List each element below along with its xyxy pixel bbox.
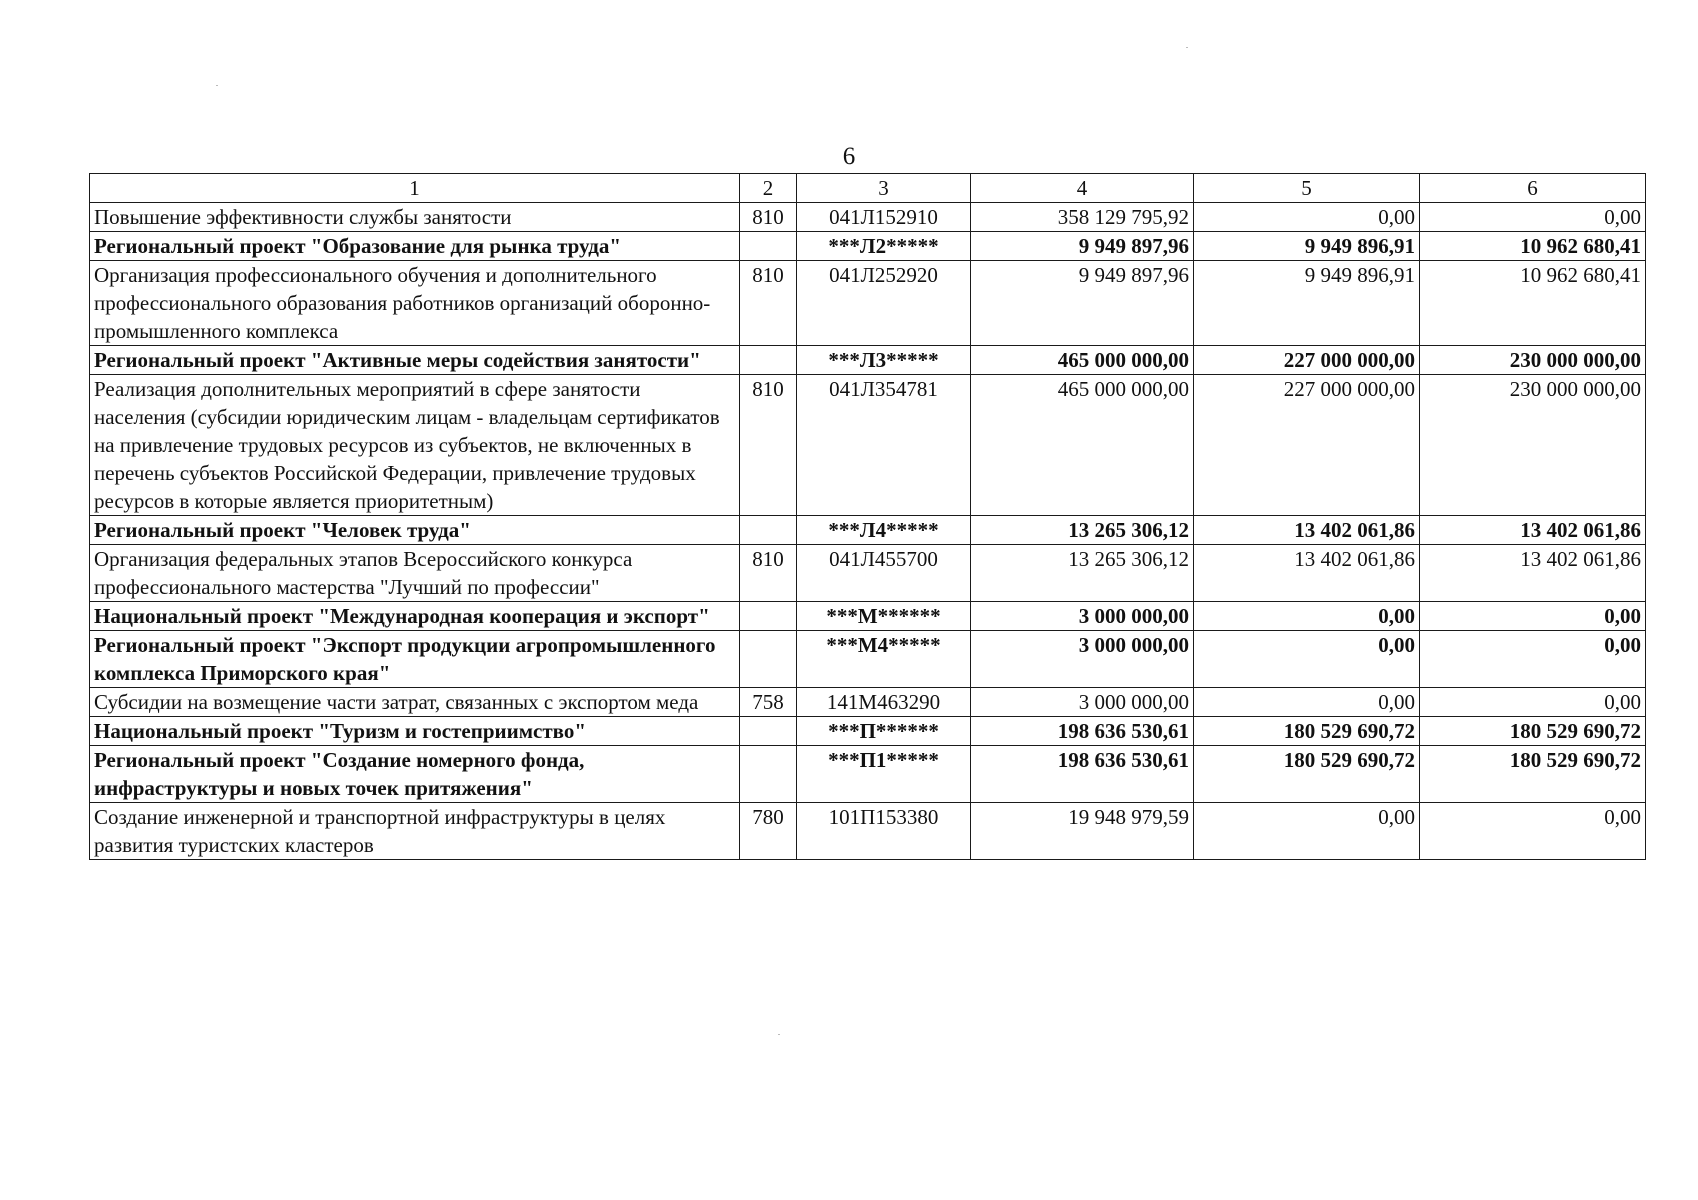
cell-value-3: 13 402 061,86 (1420, 516, 1646, 545)
cell-code: 758 (740, 688, 797, 717)
cell-csr: 041Л152910 (797, 203, 971, 232)
cell-value-1: 13 265 306,12 (971, 516, 1194, 545)
cell-value-3: 0,00 (1420, 688, 1646, 717)
cell-code (740, 717, 797, 746)
budget-table (89, 173, 1646, 860)
cell-value-1: 198 636 530,61 (971, 746, 1194, 803)
cell-code (740, 602, 797, 631)
cell-value-3: 0,00 (1420, 803, 1646, 860)
cell-value-1: 3 000 000,00 (971, 631, 1194, 688)
cell-value-1: 198 636 530,61 (971, 717, 1194, 746)
cell-code: 810 (740, 261, 797, 346)
cell-code: 810 (740, 375, 797, 516)
cell-name: Реализация дополнительных мероприятий в сфере занятости населения (субсидии юридическим лицам - владельцам сертификатов на привлечение трудовых ресурсов из субъектов, не включенных в перечень субъектов Российской Федерации, привлечение трудовых ресурсов в которые является приоритетным) (90, 375, 740, 516)
scan-speck (1186, 47, 1188, 48)
cell-value-1: 465 000 000,00 (971, 346, 1194, 375)
cell-value-3: 10 962 680,41 (1420, 232, 1646, 261)
cell-value-3: 13 402 061,86 (1420, 545, 1646, 602)
table-row (90, 717, 1646, 746)
cell-value-1: 465 000 000,00 (971, 375, 1194, 516)
header-col-4: 4 (971, 174, 1194, 203)
cell-value-2: 9 949 896,91 (1194, 232, 1420, 261)
cell-csr: ***Л3***** (797, 346, 971, 375)
cell-value-2: 0,00 (1194, 602, 1420, 631)
cell-csr: ***М4***** (797, 631, 971, 688)
header-col-6: 6 (1420, 174, 1646, 203)
cell-name: Региональный проект "Человек труда" (90, 516, 740, 545)
header-col-1: 1 (90, 174, 740, 203)
cell-name: Региональный проект "Создание номерного фонда, инфраструктуры и новых точек притяжения" (90, 746, 740, 803)
cell-csr: ***Л2***** (797, 232, 971, 261)
cell-value-2: 0,00 (1194, 203, 1420, 232)
table-row (90, 688, 1646, 717)
cell-value-2: 0,00 (1194, 688, 1420, 717)
table-row (90, 545, 1646, 602)
cell-value-2: 0,00 (1194, 631, 1420, 688)
cell-value-3: 10 962 680,41 (1420, 261, 1646, 346)
header-row (90, 174, 1646, 203)
cell-name: Региональный проект "Экспорт продукции агропромышленного комплекса Приморского края" (90, 631, 740, 688)
cell-value-3: 180 529 690,72 (1420, 746, 1646, 803)
cell-name: Региональный проект "Образование для рынка труда" (90, 232, 740, 261)
cell-value-2: 180 529 690,72 (1194, 746, 1420, 803)
cell-name: Повышение эффективности службы занятости (90, 203, 740, 232)
cell-value-3: 230 000 000,00 (1420, 346, 1646, 375)
table-row (90, 346, 1646, 375)
cell-value-1: 3 000 000,00 (971, 688, 1194, 717)
table-row (90, 375, 1646, 516)
cell-value-3: 0,00 (1420, 203, 1646, 232)
cell-value-2: 227 000 000,00 (1194, 346, 1420, 375)
table-header (90, 174, 1646, 203)
cell-csr: 041Л455700 (797, 545, 971, 602)
cell-name: Национальный проект "Международная кооперация и экспорт" (90, 602, 740, 631)
cell-name: Создание инженерной и транспортной инфраструктуры в целях развития туристских кластеров (90, 803, 740, 860)
table-body (90, 203, 1646, 860)
table-row (90, 516, 1646, 545)
cell-value-2: 0,00 (1194, 803, 1420, 860)
cell-code: 780 (740, 803, 797, 860)
cell-csr: ***Л4***** (797, 516, 971, 545)
cell-csr: 101П153380 (797, 803, 971, 860)
cell-name: Региональный проект "Активные меры содействия занятости" (90, 346, 740, 375)
cell-value-3: 0,00 (1420, 631, 1646, 688)
cell-name: Национальный проект "Туризм и гостеприимство" (90, 717, 740, 746)
header-col-3: 3 (797, 174, 971, 203)
table-row (90, 203, 1646, 232)
page-number: 6 (842, 143, 856, 170)
cell-value-2: 13 402 061,86 (1194, 545, 1420, 602)
cell-name: Организация федеральных этапов Всероссийского конкурса профессионального мастерства "Лучший по профессии" (90, 545, 740, 602)
header-col-2: 2 (740, 174, 797, 203)
cell-value-2: 180 529 690,72 (1194, 717, 1420, 746)
cell-value-1: 9 949 897,96 (971, 232, 1194, 261)
cell-code (740, 516, 797, 545)
cell-value-3: 230 000 000,00 (1420, 375, 1646, 516)
table-row (90, 261, 1646, 346)
cell-value-2: 227 000 000,00 (1194, 375, 1420, 516)
cell-csr: 141М463290 (797, 688, 971, 717)
cell-csr: 041Л252920 (797, 261, 971, 346)
header-col-5: 5 (1194, 174, 1420, 203)
cell-name: Организация профессионального обучения и дополнительного профессионального образования работников организаций оборонно-промышленного комплекса (90, 261, 740, 346)
cell-code: 810 (740, 545, 797, 602)
cell-csr: ***П1***** (797, 746, 971, 803)
cell-csr: ***П****** (797, 717, 971, 746)
cell-value-3: 0,00 (1420, 602, 1646, 631)
cell-value-1: 13 265 306,12 (971, 545, 1194, 602)
cell-value-1: 9 949 897,96 (971, 261, 1194, 346)
cell-value-1: 19 948 979,59 (971, 803, 1194, 860)
cell-csr: 041Л354781 (797, 375, 971, 516)
cell-value-2: 13 402 061,86 (1194, 516, 1420, 545)
scan-speck (778, 1034, 780, 1035)
table-row (90, 746, 1646, 803)
cell-code: 810 (740, 203, 797, 232)
cell-value-3: 180 529 690,72 (1420, 717, 1646, 746)
cell-name: Субсидии на возмещение части затрат, связанных с экспортом меда (90, 688, 740, 717)
cell-code (740, 346, 797, 375)
cell-code (740, 232, 797, 261)
table-row (90, 232, 1646, 261)
table-row (90, 803, 1646, 860)
cell-code (740, 631, 797, 688)
cell-csr: ***М****** (797, 602, 971, 631)
cell-value-1: 3 000 000,00 (971, 602, 1194, 631)
table-row (90, 602, 1646, 631)
cell-value-1: 358 129 795,92 (971, 203, 1194, 232)
cell-code (740, 746, 797, 803)
scan-speck (216, 85, 218, 86)
table-row (90, 631, 1646, 688)
cell-value-2: 9 949 896,91 (1194, 261, 1420, 346)
